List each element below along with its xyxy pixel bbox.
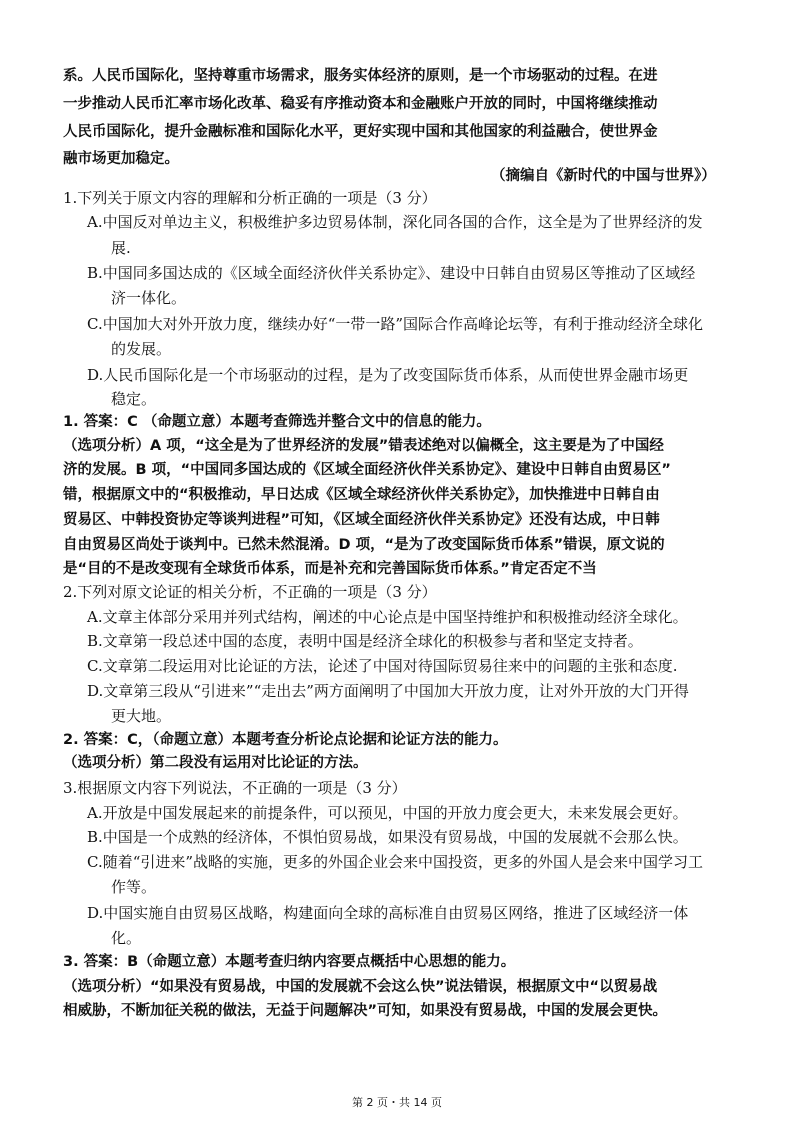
q1-analysis-line: （选项分析）A 项，“这全是为了世界经济的发展”错表述绝对以偏概全，这主要是为了中国经	[63, 438, 664, 454]
q1-analysis-line: 是“目的不是改变现有全球货币体系，而是补充和完善国际货币体系。”肯定否定不当	[63, 561, 597, 577]
q3-option-c: C.随着“引进来”战略的实施，更多的外国企业会来中国投资，更多的外国人是会来中国学习工	[87, 853, 704, 871]
q1-analysis-line: 济的发展。B 项，“中国同多国达成的《区域全面经济伙伴关系协定》、建设中日韩自由贸易区”	[63, 462, 671, 478]
q1-option-c-cont: 的发展。	[111, 340, 172, 358]
q1-option-c: C.中国加大对外开放力度，继续办好“一带一路”国际合作高峰论坛等，有利于推动经济全球化	[87, 315, 704, 333]
q3-option-b: B.中国是一个成熟的经济体，不惧怕贸易战，如果没有贸易战，中国的发展就不会那么快。	[87, 828, 688, 846]
q2-option-c: C.文章第二段运用对比论证的方法，论述了中国对待国际贸易往来中的问题的主张和态度.	[87, 657, 678, 675]
question-3-stem: 3.根据原文内容下列说法，不正确的一项是（3 分）	[63, 779, 407, 797]
intro-line: 系。人民币国际化，坚持尊重市场需求，服务实体经济的原则，是一个市场驱动的过程。在进	[63, 68, 658, 84]
q2-analysis-line: （选项分析）第二段没有运用对比论证的方法。	[63, 755, 368, 771]
q2-option-b: B.文章第一段总述中国的态度，表明中国是经济全球化的积极参与者和坚定支持者。	[87, 632, 643, 650]
q3-option-a: A.开放是中国发展起来的前提条件，可以预见，中国的开放力度会更大，未来发展会更好。	[87, 804, 688, 822]
q2-option-a: A.文章主体部分采用并列式结构，阐述的中心论点是中国坚持维护和积极推动经济全球化。	[87, 608, 688, 626]
q1-option-a-cont: 展.	[111, 239, 131, 257]
intro-line: 一步推动人民币汇率市场化改革、稳妥有序推动资本和金融账户开放的同时，中国将继续推动	[63, 96, 658, 112]
question-1-stem: 1.下列关于原文内容的理解和分析正确的一项是（3 分）	[63, 189, 437, 207]
q1-option-a: A.中国反对单边主义，积极维护多边贸易体制，深化同各国的合作，这全是为了世界经济的发	[87, 213, 703, 231]
q1-option-d-cont: 稳定。	[111, 390, 157, 408]
q1-option-b: B.中国同多国达成的《区域全面经济伙伴关系协定》、建设中日韩自由贸易区等推动了区域经	[87, 264, 696, 282]
q1-analysis-line: 错，根据原文中的“积极推动，早日达成《区域全球经济伙伴关系协定》，加快推进中日韩自由	[63, 487, 660, 503]
q3-analysis-line: 相威胁，不断加征关税的做法，无益于问题解决”可知，如果没有贸易战，中国的发展会更快。	[63, 1003, 668, 1019]
intro-line: 人民币国际化，提升金融标准和国际化水平，更好实现中国和其他国家的利益融合，使世界金	[63, 124, 658, 140]
question-2-stem: 2.下列对原文论证的相关分析，不正确的一项是（3 分）	[63, 583, 437, 601]
q3-option-c-cont: 作等。	[111, 878, 157, 896]
q1-analysis-line: 自由贸易区尚处于谈判中。已然未然混淆。D 项，“是为了改变国际货币体系”错误，原文说的	[63, 537, 665, 553]
source-citation: （摘编自《新时代的中国与世界》）	[491, 168, 716, 184]
page-footer: 第 2 页・共 14 页	[352, 1096, 442, 1109]
intro-line: 融市场更加稳定。	[63, 151, 179, 167]
q3-answer: 3. 答案：B（命题立意）本题考查归纳内容要点概括中心思想的能力。	[63, 954, 516, 970]
q2-option-d-cont: 更大地。	[111, 707, 172, 725]
q3-analysis-line: （选项分析）“如果没有贸易战，中国的发展就不会这么快”说法错误，根据原文中“以贸易战	[63, 979, 658, 995]
q2-answer: 2. 答案：C，（命题立意）本题考查分析论点论据和论证方法的能力。	[63, 732, 508, 748]
q1-answer: 1. 答案：C （命题立意）本题考查筛选并整合文中的信息的能力。	[63, 414, 491, 430]
q3-option-d-cont: 化。	[111, 929, 142, 947]
q3-option-d: D.中国实施自由贸易区战略，构建面向全球的高标准自由贸易区网络，推进了区域经济一体	[87, 904, 689, 922]
q1-option-b-cont: 济一体化。	[111, 289, 187, 307]
q2-option-d: D.文章第三段从“引进来”“走出去”两方面阐明了中国加大开放力度，让对外开放的大门开得	[87, 682, 689, 700]
q1-option-d: D.人民币国际化是一个市场驱动的过程，是为了改变国际货币体系，从而使世界金融市场更	[87, 366, 689, 384]
q1-analysis-line: 贸易区、中韩投资协定等谈判进程”可知，《区域全面经济伙伴关系协定》还没有达成，中日韩	[63, 512, 660, 528]
